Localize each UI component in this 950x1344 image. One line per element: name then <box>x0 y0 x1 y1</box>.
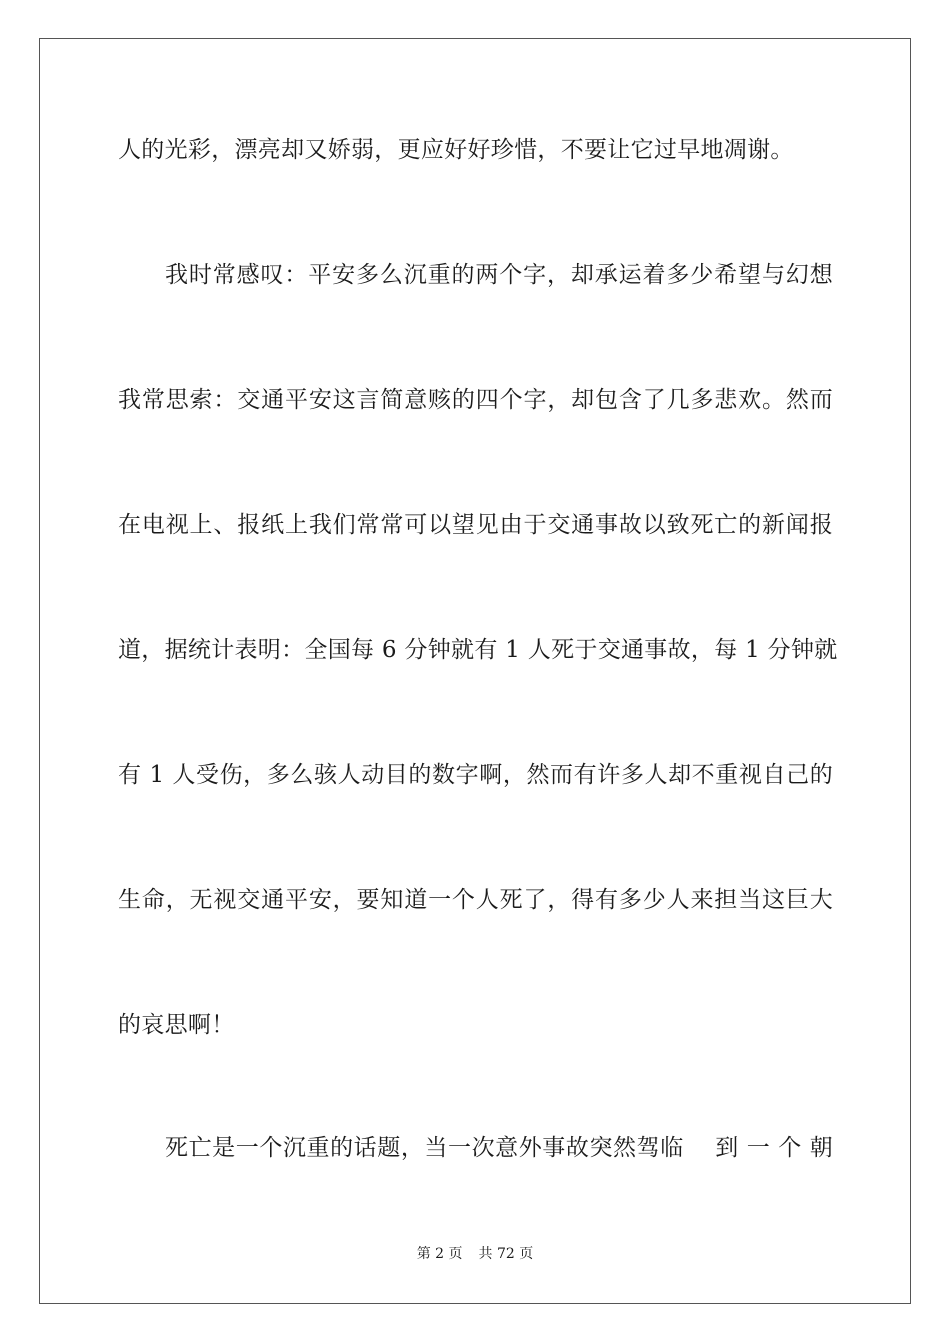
paragraph-line-3: 我常思索：交通平安这言简意赅的四个字，却包含了几多悲欢。然而 <box>118 387 833 413</box>
paragraph-line-5: 道，据统计表明：全国每 6 分钟就有 1 人死于交通事故，每 1 分钟就 <box>118 637 838 663</box>
total-pages: 共 72 页 <box>478 1246 534 1262</box>
page-border <box>39 38 911 1304</box>
page-number: 第 2 页 <box>416 1246 463 1262</box>
paragraph-line-6: 有 1 人受伤，多么骇人动目的数字啊，然而有许多人却不重视自己的 <box>118 762 833 788</box>
paragraph-line-4: 在电视上、报纸上我们常常可以望见由于交通事故以致死亡的新闻报 <box>118 512 833 538</box>
paragraph-line-9: 死亡是一个沉重的话题，当一次意外事故突然驾临 到 一 个 朝 <box>165 1135 833 1161</box>
paragraph-line-2: 我时常感叹：平安多么沉重的两个字，却承运着多少希望与幻想 <box>165 262 833 288</box>
paragraph-line-8: 的哀思啊！ <box>118 1012 235 1038</box>
paragraph-line-1: 人的光彩，漂亮却又娇弱，更应好好珍惜，不要让它过早地凋谢。 <box>118 137 794 163</box>
paragraph-line-7: 生命，无视交通平安，要知道一个人死了，得有多少人来担当这巨大 <box>118 887 833 913</box>
page-footer <box>0 1245 950 1263</box>
